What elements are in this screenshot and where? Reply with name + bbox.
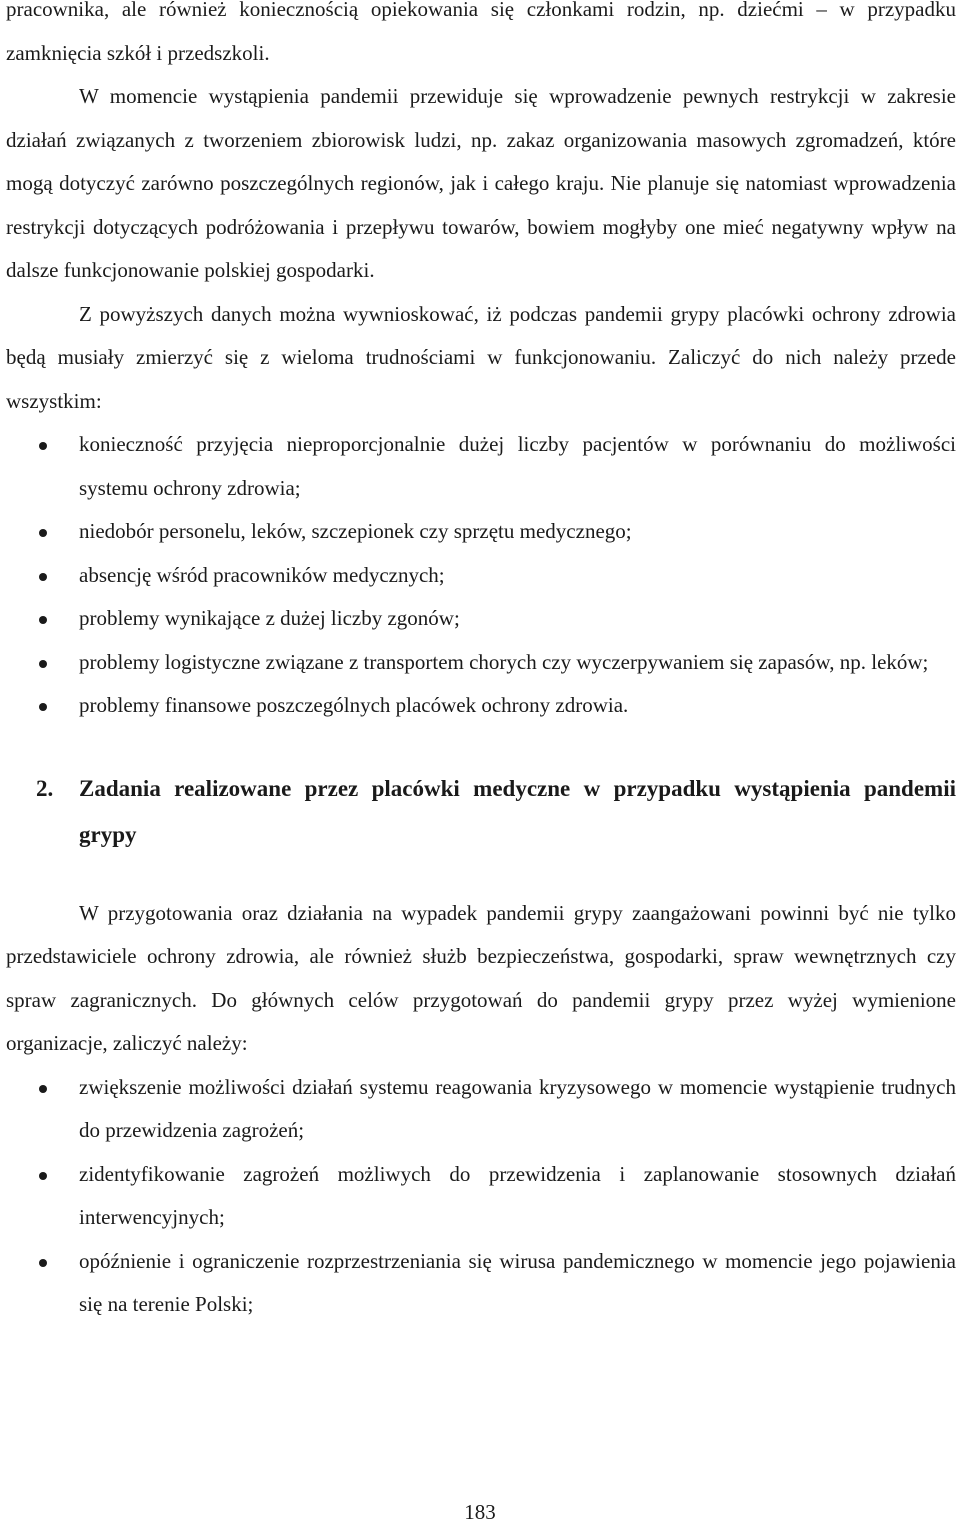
list-item: problemy finansowe poszczególnych placówek ochrony zdrowia.	[6, 684, 956, 728]
bullet-icon	[39, 703, 47, 711]
paragraph-difficulties: Z powyższych danych można wywnioskować, iż podczas pandemii grypy placówki ochrony zdrowia będą musiały zmierzyć się z wieloma trudnościami w funkcjonowaniu. Zaliczyć do nich należy przede wszystkim:	[6, 301, 956, 413]
bullet-icon	[39, 660, 47, 668]
paragraph-restrictions: W momencie wystąpienia pandemii przewiduje się wprowadzenie pewnych restrykcji w zakresie działań związanych z tworzeniem zbiorowisk ludzi, np. zakaz organizowania masowych zgromadzeń, które mogą dotyczyć zarówno poszczególnych regionów, jak i całego kraju. Nie planuje się natomiast wprowadzenia restrykcji dotyczących podróżowania i przepływu towarów, bowiem mogłyby one mieć negatywny wpływ na dalsze funkcjonowanie polskiej gospodarki.	[6, 84, 956, 282]
paragraph-continuation: pracownika, ale również koniecznością opiekowania się członkami rodzin, np. dziećmi – w przypadku zamknięcia szkół i przedszkoli.	[6, 0, 956, 65]
section-number: 2.	[36, 775, 54, 801]
bullet-icon	[39, 1259, 47, 1267]
list-item: absencję wśród pracowników medycznych;	[6, 554, 956, 598]
bullet-icon	[39, 442, 47, 450]
section-heading	[6, 766, 956, 858]
bullet-icon	[39, 529, 47, 537]
list-item: opóźnienie i ograniczenie rozprzestrzeniania się wirusa pandemicznego w momencie jego pojawienia się na terenie Polski;	[6, 1240, 956, 1327]
page-number: 183	[464, 1500, 496, 1524]
list-item: zwiększenie możliwości działań systemu reagowania kryzysowego w momencie wystąpienie trudnych do przewidzenia zagrożeń;	[6, 1066, 956, 1153]
bullet-icon	[39, 616, 47, 624]
bullet-icon	[39, 1085, 47, 1093]
list-item: zidentyfikowanie zagrożeń możliwych do przewidzenia i zaplanowanie stosownych działań interwencyjnych;	[6, 1153, 956, 1240]
list-item: problemy logistyczne związane z transportem chorych czy wyczerpywaniem się zapasów, np. leków;	[6, 641, 956, 685]
difficulties-list	[6, 423, 956, 728]
list-item: niedobór personelu, leków, szczepionek czy sprzętu medycznego;	[6, 510, 956, 554]
paragraph-preparations: W przygotowania oraz działania na wypadek pandemii grypy zaangażowani powinni być nie tylko przedstawiciele ochrony zdrowia, ale również służb bezpieczeństwa, gospodarki, spraw wewnętrznych czy spraw zagranicznych. Do głównych celów przygotowań do pandemii grypy przez wyżej wymienione organizacje, zaliczyć należy:	[6, 900, 956, 1055]
goals-list	[6, 1066, 956, 1327]
section-title: Zadania realizowane przez placówki medyczne w przypadku wystąpienia pandemii grypy	[79, 775, 956, 847]
list-item: konieczność przyjęcia nieproporcjonalnie dużej liczby pacjentów w porównaniu do możliwości systemu ochrony zdrowia;	[6, 423, 956, 510]
document-page	[6, 0, 956, 1327]
bullet-icon	[39, 1172, 47, 1180]
bullet-icon	[39, 573, 47, 581]
list-item: problemy wynikające z dużej liczby zgonów;	[6, 597, 956, 641]
